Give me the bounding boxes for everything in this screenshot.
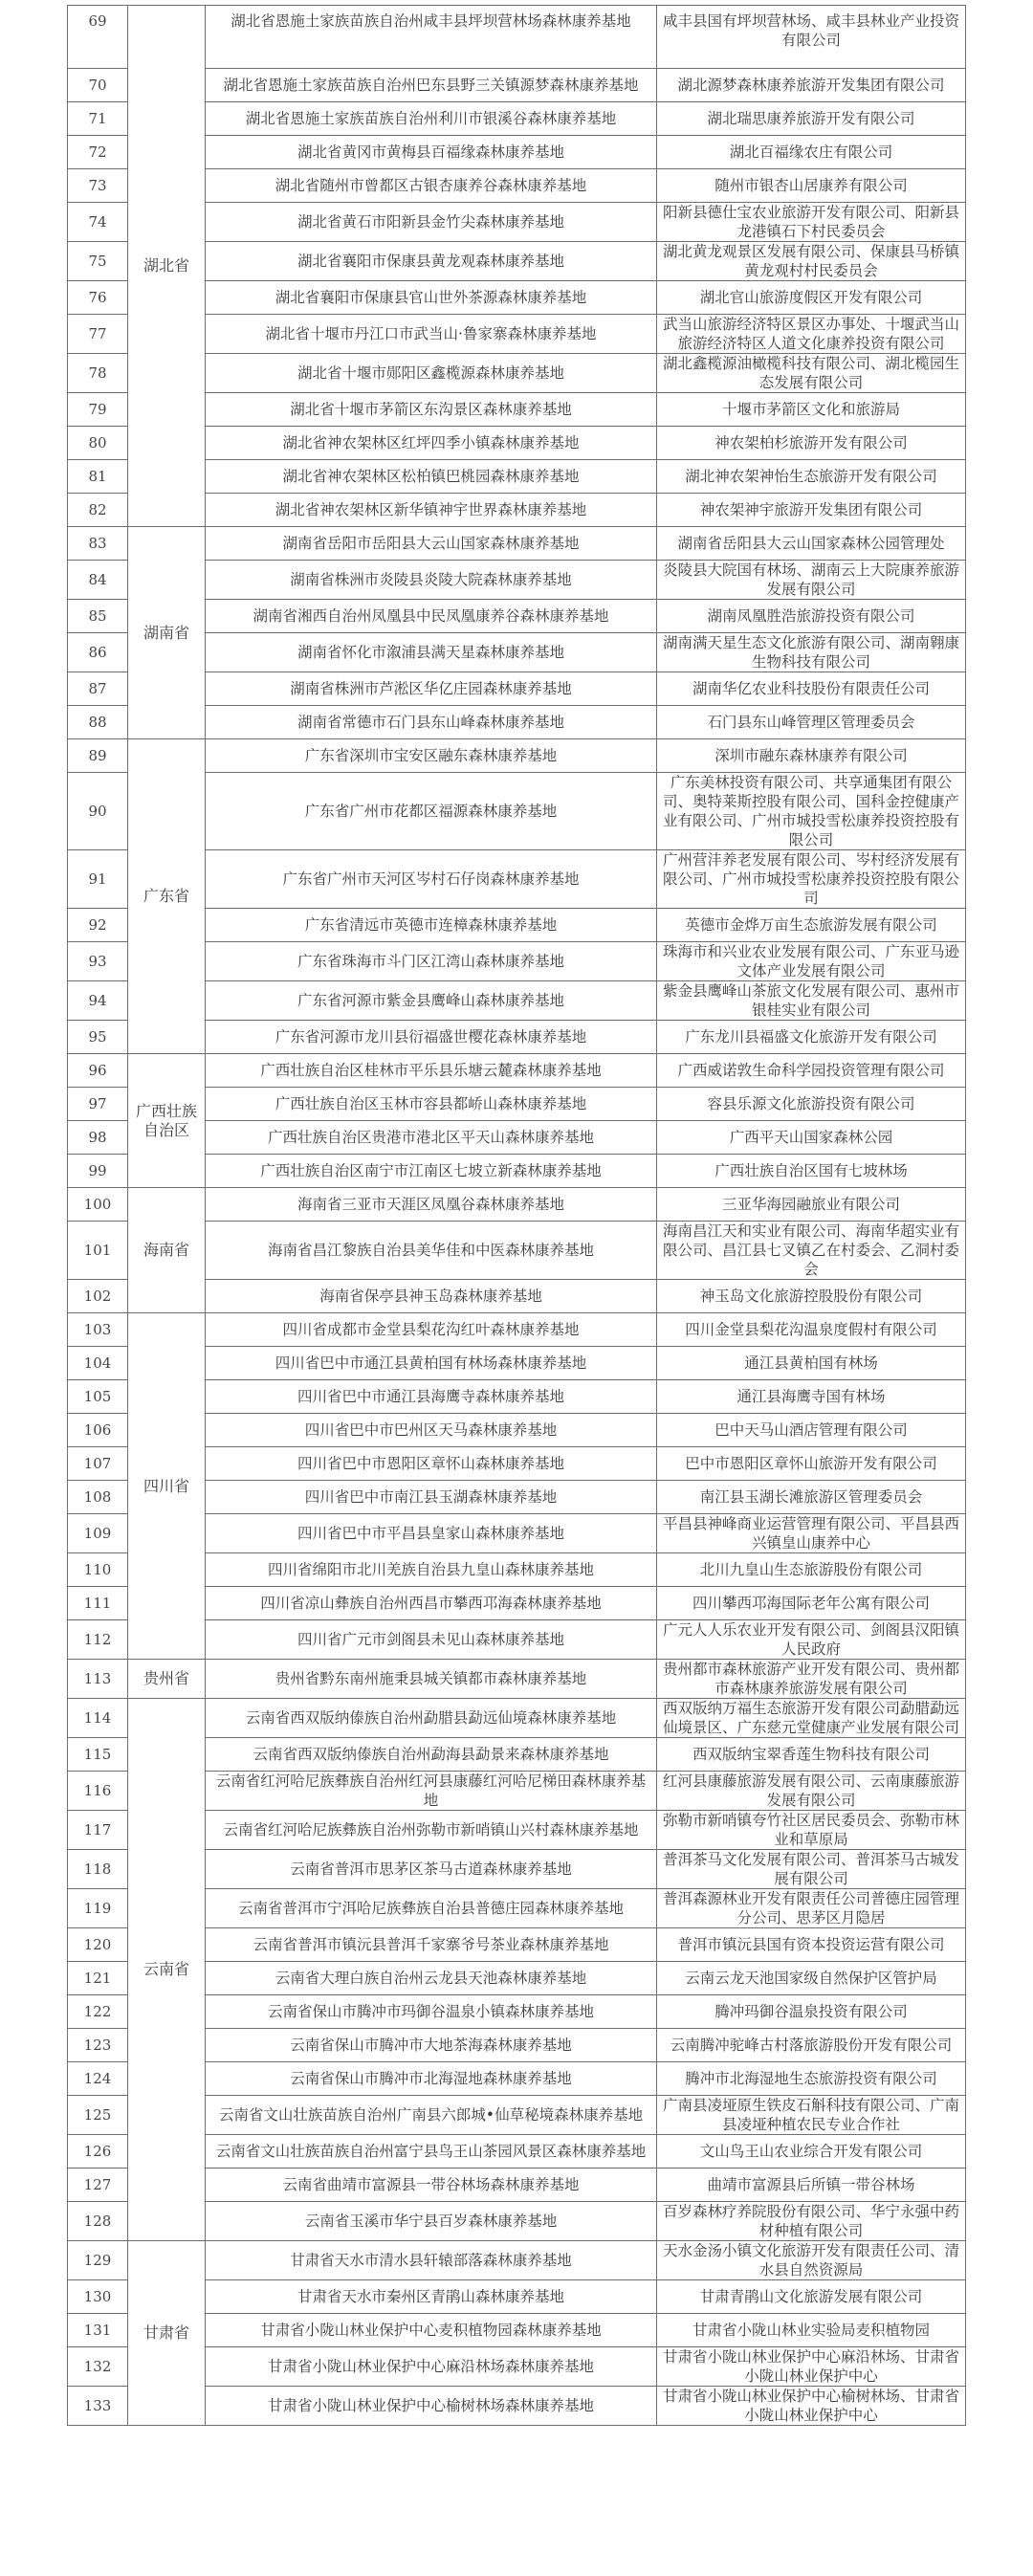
row-number: 115 [68, 1738, 128, 1772]
row-number: 71 [68, 102, 128, 136]
province-cell: 湖北省 [128, 6, 206, 527]
table-row [68, 6, 966, 69]
base-name-cell: 广东省珠海市斗门区江湾山森林康养基地 [206, 942, 657, 981]
row-number: 72 [68, 136, 128, 169]
organization-cell: 北川九皇山生态旅游股份有限公司 [657, 1553, 966, 1587]
table-row [68, 1054, 966, 1088]
base-name-cell: 贵州省黔东南州施秉县城关镇都市森林康养基地 [206, 1660, 657, 1699]
table-row [68, 1313, 966, 1347]
base-name-cell: 云南省玉溪市华宁县百岁森林康养基地 [206, 2202, 657, 2241]
province-cell: 湖南省 [128, 527, 206, 739]
row-number: 121 [68, 1962, 128, 1995]
organization-cell: 四川金堂县梨花沟温泉度假村有限公司 [657, 1313, 966, 1347]
forest-wellness-base-table [67, 5, 966, 2426]
organization-cell: 广州营沣养老发展有限公司、岑村经济发展有限公司、广州市城投雪松康养投资控股有限公司 [657, 850, 966, 909]
base-name-cell: 湖北省十堰市茅箭区东沟景区森林康养基地 [206, 393, 657, 427]
organization-cell: 炎陵县大院国有林场、湖南云上大院康养旅游发展有限公司 [657, 561, 966, 600]
organization-cell: 紫金县鹰峰山茶旅文化发展有限公司、惠州市银桂实业有限公司 [657, 981, 966, 1021]
base-name-cell: 云南省保山市腾冲市玛御谷温泉小镇森林康养基地 [206, 1995, 657, 2029]
base-name-cell: 湖北省恩施土家族苗族自治州巴东县野三关镇源梦森林康养基地 [206, 69, 657, 102]
base-name-cell: 湖南省常德市石门县东山峰森林康养基地 [206, 706, 657, 739]
organization-cell: 十堰市茅箭区文化和旅游局 [657, 393, 966, 427]
organization-cell: 巴中天马山酒店管理有限公司 [657, 1414, 966, 1447]
row-number: 82 [68, 494, 128, 527]
organization-cell: 神农架柏杉旅游开发有限公司 [657, 427, 966, 460]
organization-cell: 湖南省岳阳县大云山国家森林公园管理处 [657, 527, 966, 561]
organization-cell: 曲靖市富源县后所镇一带谷林场 [657, 2169, 966, 2202]
row-number: 77 [68, 315, 128, 354]
base-name-cell: 湖南省怀化市溆浦县满天星森林康养基地 [206, 633, 657, 672]
organization-cell: 西双版纳万福生态旅游开发有限公司勐腊勐远仙境景区、广东慈元堂健康产业发展有限公司 [657, 1699, 966, 1738]
row-number: 118 [68, 1850, 128, 1889]
row-number: 109 [68, 1514, 128, 1553]
organization-cell: 甘肃省小陇山林业保护中心榆树林场、甘肃省小陇山林业保护中心 [657, 2387, 966, 2426]
row-number: 130 [68, 2280, 128, 2314]
organization-cell: 石门县东山峰管理区管理委员会 [657, 706, 966, 739]
row-number: 83 [68, 527, 128, 561]
row-number: 119 [68, 1889, 128, 1928]
organization-cell: 广西平天山国家森林公园 [657, 1121, 966, 1155]
row-number: 102 [68, 1280, 128, 1313]
table-row [68, 2241, 966, 2280]
base-name-cell: 甘肃省天水市秦州区青鹃山森林康养基地 [206, 2280, 657, 2314]
base-name-cell: 四川省巴中市巴州区天马森林康养基地 [206, 1414, 657, 1447]
organization-cell: 湖南华亿农业科技股份有限责任公司 [657, 672, 966, 706]
row-number: 79 [68, 393, 128, 427]
province-cell: 甘肃省 [128, 2241, 206, 2426]
organization-cell: 武当山旅游经济特区景区办事处、十堰武当山旅游经济特区人道文化康养投资有限公司 [657, 315, 966, 354]
organization-cell: 湖南凤凰胜浩旅游投资有限公司 [657, 600, 966, 633]
base-name-cell: 云南省普洱市镇沅县普洱千家寨爷号茶业森林康养基地 [206, 1928, 657, 1962]
organization-cell: 甘肃省小陇山林业保护中心麻沿林场、甘肃省小陇山林业保护中心 [657, 2347, 966, 2387]
base-name-cell: 广东省广州市天河区岑村石仔岗森林康养基地 [206, 850, 657, 909]
table-row [68, 527, 966, 561]
row-number: 80 [68, 427, 128, 460]
organization-cell: 南江县玉湖长滩旅游区管理委员会 [657, 1481, 966, 1514]
row-number: 124 [68, 2062, 128, 2096]
organization-cell: 腾冲市北海湿地生态旅游投资有限公司 [657, 2062, 966, 2096]
organization-cell: 湖北鑫榄源油橄榄科技有限公司、湖北榄园生态发展有限公司 [657, 354, 966, 393]
row-number: 110 [68, 1553, 128, 1587]
base-name-cell: 湖北省随州市曾都区古银杏康养谷森林康养基地 [206, 169, 657, 203]
row-number: 122 [68, 1995, 128, 2029]
organization-cell: 广元人人乐农业开发有限公司、剑阁县汉阳镇人民政府 [657, 1620, 966, 1660]
table-body [68, 6, 966, 2426]
base-name-cell: 湖北省十堰市郧阳区鑫榄源森林康养基地 [206, 354, 657, 393]
organization-cell: 西双版纳宝翠香莲生物科技有限公司 [657, 1738, 966, 1772]
base-name-cell: 海南省昌江黎族自治县美华佳和中医森林康养基地 [206, 1222, 657, 1280]
organization-cell: 普洱市镇沅县国有资本投资运营有限公司 [657, 1928, 966, 1962]
organization-cell: 湖北百福缘农庄有限公司 [657, 136, 966, 169]
organization-cell: 通江县黄柏国有林场 [657, 1347, 966, 1380]
organization-cell: 神玉岛文化旅游控股股份有限公司 [657, 1280, 966, 1313]
row-number: 103 [68, 1313, 128, 1347]
base-name-cell: 四川省巴中市恩阳区章怀山森林康养基地 [206, 1447, 657, 1481]
row-number: 93 [68, 942, 128, 981]
row-number: 111 [68, 1587, 128, 1620]
base-name-cell: 甘肃省小陇山林业保护中心麻沿林场森林康养基地 [206, 2347, 657, 2387]
organization-cell: 广南县凌垭原生铁皮石斛科技有限公司、广南县凌垭种植农民专业合作社 [657, 2096, 966, 2135]
organization-cell: 天水金汤小镇文化旅游开发有限责任公司、清水县自然资源局 [657, 2241, 966, 2280]
row-number: 132 [68, 2347, 128, 2387]
organization-cell: 四川攀西邛海国际老年公寓有限公司 [657, 1587, 966, 1620]
organization-cell: 红河县康藤旅游发展有限公司、云南康藤旅游发展有限公司 [657, 1772, 966, 1811]
row-number: 69 [68, 6, 128, 69]
base-name-cell: 云南省西双版纳傣族自治州勐腊县勐远仙境森林康养基地 [206, 1699, 657, 1738]
organization-cell: 湖北瑞思康养旅游开发有限公司 [657, 102, 966, 136]
row-number: 78 [68, 354, 128, 393]
base-name-cell: 海南省保亭县神玉岛森林康养基地 [206, 1280, 657, 1313]
base-name-cell: 云南省普洱市思茅区茶马古道森林康养基地 [206, 1850, 657, 1889]
row-number: 73 [68, 169, 128, 203]
organization-cell: 随州市银杏山居康养有限公司 [657, 169, 966, 203]
organization-cell: 巴中市恩阳区章怀山旅游开发有限公司 [657, 1447, 966, 1481]
organization-cell: 普洱茶马文化发展有限公司、普洱茶马古城发展有限公司 [657, 1850, 966, 1889]
province-cell: 四川省 [128, 1313, 206, 1660]
base-name-cell: 广东省河源市紫金县鹰峰山森林康养基地 [206, 981, 657, 1021]
row-number: 90 [68, 773, 128, 850]
base-name-cell: 湖北省神农架林区新华镇神宇世界森林康养基地 [206, 494, 657, 527]
base-name-cell: 四川省巴中市通江县海鹰寺森林康养基地 [206, 1380, 657, 1414]
row-number: 114 [68, 1699, 128, 1738]
row-number: 129 [68, 2241, 128, 2280]
base-name-cell: 四川省成都市金堂县梨花沟红叶森林康养基地 [206, 1313, 657, 1347]
row-number: 91 [68, 850, 128, 909]
organization-cell: 云南云龙天池国家级自然保护区管护局 [657, 1962, 966, 1995]
organization-cell: 湖北神农架神怡生态旅游开发有限公司 [657, 460, 966, 494]
organization-cell: 甘肃省小陇山林业实验局麦积植物园 [657, 2314, 966, 2347]
organization-cell: 湖南满天星生态文化旅游有限公司、湖南翱康生物科技有限公司 [657, 633, 966, 672]
base-name-cell: 甘肃省小陇山林业保护中心榆树林场森林康养基地 [206, 2387, 657, 2426]
organization-cell: 通江县海鹰寺国有林场 [657, 1380, 966, 1414]
base-name-cell: 甘肃省天水市清水县轩辕部落森林康养基地 [206, 2241, 657, 2280]
organization-cell: 广东龙川县福盛文化旅游开发有限公司 [657, 1021, 966, 1054]
base-name-cell: 云南省文山壮族苗族自治州广南县六郎城•仙草秘境森林康养基地 [206, 2096, 657, 2135]
row-number: 86 [68, 633, 128, 672]
base-name-cell: 四川省广元市剑阁县未见山森林康养基地 [206, 1620, 657, 1660]
base-name-cell: 湖北省恩施土家族苗族自治州利川市银溪谷森林康养基地 [206, 102, 657, 136]
row-number: 112 [68, 1620, 128, 1660]
row-number: 94 [68, 981, 128, 1021]
row-number: 89 [68, 739, 128, 773]
organization-cell: 湖北源梦森林康养旅游开发集团有限公司 [657, 69, 966, 102]
province-cell: 云南省 [128, 1699, 206, 2241]
base-name-cell: 湖北省神农架林区松柏镇巴桃园森林康养基地 [206, 460, 657, 494]
row-number: 104 [68, 1347, 128, 1380]
base-name-cell: 甘肃省小陇山林业保护中心麦积植物园森林康养基地 [206, 2314, 657, 2347]
row-number: 99 [68, 1155, 128, 1188]
organization-cell: 容县乐源文化旅游投资有限公司 [657, 1088, 966, 1121]
base-name-cell: 湖北省襄阳市保康县官山世外茶源森林康养基地 [206, 281, 657, 315]
table-row [68, 1188, 966, 1222]
organization-cell: 英德市金烨万亩生态旅游发展有限公司 [657, 909, 966, 942]
base-name-cell: 海南省三亚市天涯区凤凰谷森林康养基地 [206, 1188, 657, 1222]
organization-cell: 神农架神宇旅游开发集团有限公司 [657, 494, 966, 527]
base-name-cell: 广东省深圳市宝安区融东森林康养基地 [206, 739, 657, 773]
base-name-cell: 云南省保山市腾冲市大地茶海森林康养基地 [206, 2029, 657, 2062]
row-number: 97 [68, 1088, 128, 1121]
organization-cell: 三亚华海园融旅业有限公司 [657, 1188, 966, 1222]
organization-cell: 湖北黄龙观景区发展有限公司、保康县马桥镇黄龙观村村民委员会 [657, 242, 966, 281]
base-name-cell: 四川省绵阳市北川羌族自治县九皇山森林康养基地 [206, 1553, 657, 1587]
row-number: 85 [68, 600, 128, 633]
organization-cell: 平昌县神峰商业运营管理有限公司、平昌县西兴镇皇山康养中心 [657, 1514, 966, 1553]
row-number: 107 [68, 1447, 128, 1481]
row-number: 101 [68, 1222, 128, 1280]
row-number: 74 [68, 203, 128, 242]
table-row [68, 739, 966, 773]
base-name-cell: 湖北省恩施土家族苗族自治州咸丰县坪坝营林场森林康养基地 [206, 6, 657, 69]
base-name-cell: 广东省广州市花都区福源森林康养基地 [206, 773, 657, 850]
row-number: 81 [68, 460, 128, 494]
organization-cell: 海南昌江天和实业有限公司、海南华超实业有限公司、昌江县七叉镇乙在村委会、乙洞村委会 [657, 1222, 966, 1280]
row-number: 117 [68, 1811, 128, 1850]
base-name-cell: 四川省凉山彝族自治州西昌市攀西邛海森林康养基地 [206, 1587, 657, 1620]
base-name-cell: 云南省西双版纳傣族自治州勐海县勐景来森林康养基地 [206, 1738, 657, 1772]
base-name-cell: 湖南省岳阳市岳阳县大云山国家森林康养基地 [206, 527, 657, 561]
row-number: 96 [68, 1054, 128, 1088]
base-name-cell: 湖南省湘西自治州凤凰县中民凤凰康养谷森林康养基地 [206, 600, 657, 633]
base-name-cell: 湖北省襄阳市保康县黄龙观森林康养基地 [206, 242, 657, 281]
table-row [68, 1660, 966, 1699]
row-number: 120 [68, 1928, 128, 1962]
row-number: 116 [68, 1772, 128, 1811]
province-cell: 海南省 [128, 1188, 206, 1313]
base-name-cell: 云南省曲靖市富源县一带谷林场森林康养基地 [206, 2169, 657, 2202]
organization-cell: 贵州都市森林旅游产业开发有限公司、贵州都市森林康养旅游发展有限公司 [657, 1660, 966, 1699]
row-number: 106 [68, 1414, 128, 1447]
province-cell: 广东省 [128, 739, 206, 1054]
base-name-cell: 广东省清远市英德市连樟森林康养基地 [206, 909, 657, 942]
base-name-cell: 湖南省株洲市芦淞区华亿庄园森林康养基地 [206, 672, 657, 706]
row-number: 84 [68, 561, 128, 600]
organization-cell: 咸丰县国有坪坝营林场、咸丰县林业产业投资有限公司 [657, 6, 966, 69]
row-number: 126 [68, 2135, 128, 2169]
row-number: 133 [68, 2387, 128, 2426]
base-name-cell: 湖北省黄冈市黄梅县百福缘森林康养基地 [206, 136, 657, 169]
organization-cell: 腾冲玛御谷温泉投资有限公司 [657, 1995, 966, 2029]
base-name-cell: 湖南省株洲市炎陵县炎陵大院森林康养基地 [206, 561, 657, 600]
organization-cell: 百岁森林疗养院股份有限公司、华宁永强中药材种植有限公司 [657, 2202, 966, 2241]
base-name-cell: 四川省巴中市平昌县皇家山森林康养基地 [206, 1514, 657, 1553]
base-name-cell: 云南省大理白族自治州云龙县天池森林康养基地 [206, 1962, 657, 1995]
row-number: 76 [68, 281, 128, 315]
base-name-cell: 广西壮族自治区桂林市平乐县乐塘云麓森林康养基地 [206, 1054, 657, 1088]
base-name-cell: 云南省保山市腾冲市北海湿地森林康养基地 [206, 2062, 657, 2096]
base-name-cell: 云南省红河哈尼族彝族自治州红河县康藤红河哈尼梯田森林康养基地 [206, 1772, 657, 1811]
organization-cell: 广西壮族自治区国有七坡林场 [657, 1155, 966, 1188]
row-number: 105 [68, 1380, 128, 1414]
row-number: 75 [68, 242, 128, 281]
row-number: 70 [68, 69, 128, 102]
row-number: 108 [68, 1481, 128, 1514]
row-number: 127 [68, 2169, 128, 2202]
base-name-cell: 湖北省神农架林区红坪四季小镇森林康养基地 [206, 427, 657, 460]
base-name-cell: 广东省河源市龙川县衍福盛世樱花森林康养基地 [206, 1021, 657, 1054]
organization-cell: 广东美林投资有限公司、共享通集团有限公司、奥特莱斯控股有限公司、国科金控健康产业有限公司、广州市城投雪松康养投资控股有限公司 [657, 773, 966, 850]
province-cell: 广西壮族自治区 [128, 1054, 206, 1188]
row-number: 88 [68, 706, 128, 739]
row-number: 87 [68, 672, 128, 706]
row-number: 125 [68, 2096, 128, 2135]
row-number: 123 [68, 2029, 128, 2062]
row-number: 131 [68, 2314, 128, 2347]
base-name-cell: 广西壮族自治区南宁市江南区七坡立新森林康养基地 [206, 1155, 657, 1188]
base-name-cell: 四川省巴中市南江县玉湖森林康养基地 [206, 1481, 657, 1514]
base-name-cell: 湖北省十堰市丹江口市武当山·鲁家寨森林康养基地 [206, 315, 657, 354]
organization-cell: 普洱森源林业开发有限责任公司普德庄园管理分公司、思茅区月隐居 [657, 1889, 966, 1928]
row-number: 113 [68, 1660, 128, 1699]
base-name-cell: 四川省巴中市通江县黄柏国有林场森林康养基地 [206, 1347, 657, 1380]
table-row [68, 1699, 966, 1738]
row-number: 128 [68, 2202, 128, 2241]
base-name-cell: 广西壮族自治区贵港市港北区平天山森林康养基地 [206, 1121, 657, 1155]
row-number: 100 [68, 1188, 128, 1222]
organization-cell: 深圳市融东森林康养有限公司 [657, 739, 966, 773]
organization-cell: 弥勒市新哨镇夸竹社区居民委员会、弥勒市林业和草原局 [657, 1811, 966, 1850]
organization-cell: 云南腾冲驼峰古村落旅游股份开发有限公司 [657, 2029, 966, 2062]
row-number: 98 [68, 1121, 128, 1155]
organization-cell: 阳新县德仕宝农业旅游开发有限公司、阳新县龙港镇石下村民委员会 [657, 203, 966, 242]
base-name-cell: 云南省文山壮族苗族自治州富宁县鸟王山茶园风景区森林康养基地 [206, 2135, 657, 2169]
organization-cell: 广西威诺敦生命科学园投资管理有限公司 [657, 1054, 966, 1088]
organization-cell: 湖北官山旅游度假区开发有限公司 [657, 281, 966, 315]
organization-cell: 文山鸟王山农业综合开发有限公司 [657, 2135, 966, 2169]
organization-cell: 珠海市和兴业农业发展有限公司、广东亚马逊文体产业发展有限公司 [657, 942, 966, 981]
base-name-cell: 云南省红河哈尼族彝族自治州弥勒市新哨镇山兴村森林康养基地 [206, 1811, 657, 1850]
base-name-cell: 湖北省黄石市阳新县金竹尖森林康养基地 [206, 203, 657, 242]
base-name-cell: 广西壮族自治区玉林市容县都峤山森林康养基地 [206, 1088, 657, 1121]
organization-cell: 甘肃青鹃山文化旅游发展有限公司 [657, 2280, 966, 2314]
row-number: 92 [68, 909, 128, 942]
base-name-cell: 云南省普洱市宁洱哈尼族彝族自治县普德庄园森林康养基地 [206, 1889, 657, 1928]
row-number: 95 [68, 1021, 128, 1054]
province-cell: 贵州省 [128, 1660, 206, 1699]
